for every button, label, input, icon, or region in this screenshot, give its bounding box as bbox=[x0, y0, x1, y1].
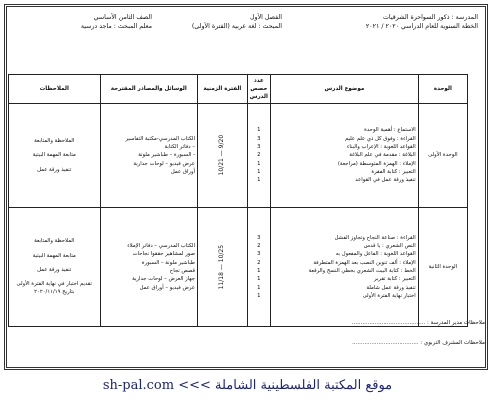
note-line: تنفيذ ورقة عمل bbox=[37, 266, 72, 273]
header-left-block bbox=[32, 13, 152, 31]
period-text: 9/20 — 10/21 bbox=[218, 135, 226, 176]
supervisor-notes: ملاحظات المشرف التربوي : ...................................... bbox=[352, 340, 485, 346]
means-line: قصص نجاح bbox=[169, 268, 196, 274]
count-value: 3 bbox=[257, 234, 261, 241]
note-line: الملاحظة والمتابعة bbox=[34, 138, 75, 145]
note-line: تقديم اختبار في نهاية الفترة الأولى بتاريخ ٢٠٢٠/١١/١٩ bbox=[16, 281, 92, 296]
unit-cell: الوحدة الثانية bbox=[418, 208, 467, 327]
teacher: معلم المبحث : ماجد درسية bbox=[80, 23, 152, 30]
note-line: متابعة المهمة البيتية bbox=[32, 152, 76, 159]
topic-line: اختبار نهاية الفترة الأولى bbox=[362, 292, 416, 299]
subject: المبحث : لغة عربية (الفترة الأولى) bbox=[191, 23, 282, 30]
plan-table bbox=[8, 74, 468, 327]
topic-line: القراءة : وفوق كل ذي علم عليم bbox=[344, 135, 416, 142]
header-right-block bbox=[288, 13, 478, 31]
count-value: 1 bbox=[257, 177, 261, 184]
document-header bbox=[14, 13, 478, 65]
site-caption: sh-pal.com <<< موقع المكتبة الفلسطينية الشاملة bbox=[102, 378, 393, 393]
topic-line: البلاغة : مقدمة في علم البلاغة bbox=[349, 152, 416, 159]
topic-line: القواعد اللغوية : الفاعل والمفعول به bbox=[335, 251, 416, 258]
count-value: 1 bbox=[257, 276, 261, 283]
header-period: الفترة الزمنية bbox=[198, 75, 248, 104]
topic-line: القواعد اللغوية : الإعراب والبناء bbox=[346, 144, 416, 151]
count-value: 1 bbox=[257, 268, 261, 274]
topic-line: النص الشعري : يا قدس bbox=[363, 243, 416, 250]
topic-cell bbox=[271, 208, 419, 327]
header-topic: موضوع الدرس bbox=[271, 75, 419, 104]
count-value: 2 bbox=[257, 259, 261, 266]
table-row bbox=[9, 104, 468, 208]
topic-line: التعبير : كتابة تقرير bbox=[374, 276, 416, 283]
count-value: 1 bbox=[257, 168, 261, 175]
topic-cell bbox=[271, 104, 419, 208]
topic-line: القراءة : صناعة النجاح وتجاوز الفشل bbox=[334, 234, 416, 241]
header-middle-block bbox=[162, 13, 282, 31]
unit-cell: الوحدة الأولى bbox=[418, 104, 467, 208]
topic-line: الاستماع : أهمية الوحدة bbox=[364, 127, 416, 134]
header-count: عدد حصص الدرس bbox=[247, 75, 270, 104]
means-line: - السبورة – طباشير ملونة bbox=[138, 152, 196, 159]
count-value: 3 bbox=[257, 144, 261, 151]
count-value: 3 bbox=[257, 251, 261, 258]
topic-line: الخط : كتابة البيت الشعري بخطي النسخ والرقعة bbox=[308, 268, 416, 274]
count-value: 2 bbox=[257, 243, 261, 250]
means-line: عرض فيديو – أوراق عمل bbox=[139, 284, 196, 291]
note-line: تنفيذ ورقة عمل bbox=[37, 166, 72, 173]
means-line: صور لمشاهير حققوا نجاحات bbox=[132, 251, 196, 258]
count-value: 3 bbox=[257, 135, 261, 142]
means-line: – دفاتر الكتابة bbox=[164, 144, 196, 151]
means-line: عرض فيديو – لوحات جدارية bbox=[133, 160, 196, 167]
header-means: الوسائل والمصادر المقترحة bbox=[100, 75, 198, 104]
count-value: 1 bbox=[257, 292, 261, 299]
period-text: 10/25 — 11/18 bbox=[218, 244, 226, 290]
note-line: متابعة المهمة البيتية bbox=[32, 252, 76, 259]
semester: الفصل الأول bbox=[249, 14, 282, 21]
period-cell bbox=[198, 208, 248, 327]
topic-line: الإملاء : ألف تنوين النصب بعد الهمزة المتطرفة bbox=[313, 259, 416, 266]
header-notes: الملاحظات bbox=[9, 75, 101, 104]
header-unit: الوحدة bbox=[418, 75, 467, 104]
plan-title: الخطة السنوية للعام الدراسي ٢٠٢٠ / ٢٠٢١ bbox=[365, 23, 478, 30]
means-line: الكتاب المدرسي – دفاتر الإملاء bbox=[127, 243, 196, 250]
topic-line: تنفيذ ورقة عمل في القواعد bbox=[355, 177, 416, 184]
count-value: 2 bbox=[257, 152, 261, 159]
table-row bbox=[9, 208, 468, 327]
count-value: 1 bbox=[257, 160, 261, 167]
topic-line: الإملاء : الهمزة المتوسطة (مراجعة) bbox=[337, 160, 416, 167]
topic-line: تنفيذ ورقة عمل شاملة bbox=[366, 284, 416, 291]
means-line: أوراق عمل bbox=[170, 168, 196, 175]
count-value: 1 bbox=[257, 284, 261, 291]
means-line: جهاز العرض – لوحات جدارية bbox=[132, 276, 196, 283]
note-line: الملاحظة والمتابعة bbox=[34, 238, 75, 245]
count-value: 1 bbox=[257, 127, 261, 134]
notes-cell bbox=[9, 208, 101, 327]
table-header-row bbox=[9, 75, 468, 104]
count-cell bbox=[247, 104, 270, 208]
period-cell bbox=[198, 104, 248, 208]
notes-cell bbox=[9, 104, 101, 208]
topic-line: التعبير : كتابة الفقرة bbox=[371, 168, 416, 175]
count-cell bbox=[247, 208, 270, 327]
grade: الصف الثامن الأساسي bbox=[93, 14, 152, 21]
school-name: المدرسة : ذكور السواحرة الشرقيات bbox=[382, 14, 478, 21]
means-line: الكتاب المدرسي-مكتبة التفاسير bbox=[125, 135, 196, 142]
means-cell bbox=[100, 104, 198, 208]
principal-notes: ملاحظات مدير المدرسة : .......................................... bbox=[351, 320, 485, 326]
means-cell bbox=[100, 208, 198, 327]
means-line: طباشير ملونة – السبورة bbox=[141, 259, 196, 266]
